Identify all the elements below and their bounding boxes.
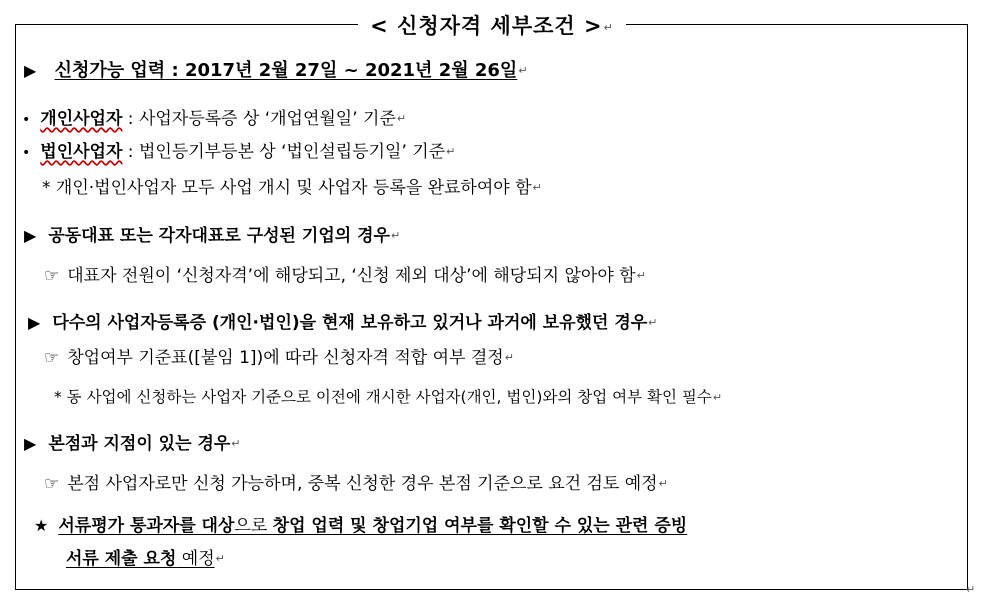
paragraph-mark: ↵ [658,477,668,490]
star-normal-1: 으로 [234,516,273,536]
joint-detail [44,264,646,288]
multiple-detail [44,346,514,370]
period-separator: : [171,60,179,81]
triangle-bullet-icon: ▶ [24,61,37,80]
period-underlined [55,60,518,81]
title-text: < 신청자격 세부조건 > [370,14,603,38]
multiple-detail-text: 창업여부 기준표([붙임 1])에 따라 신청자격 적합 여부 결정 [67,348,504,368]
triangle-bullet-icon: ▶ [28,313,41,332]
pointing-hand-icon: ☞ [44,474,60,494]
individual-separator: : [127,109,134,129]
multiple-heading-text: 다수의 사업자등록증 (개인·법인)을 현재 보유하고 있거나 과거에 보유했던 경우 [52,313,648,333]
note-registration-text: * 개인·법인사업자 모두 사업 개시 및 사업자 등록을 완료하여야 함 [42,178,532,198]
triangle-bullet-icon: ▶ [24,434,37,453]
pointing-hand-icon: ☞ [44,348,60,368]
star-note-line2 [66,547,225,571]
paragraph-mark: ↵ [504,351,514,364]
period-label: 신청가능 업력 [54,60,166,81]
paragraph-mark: ↵ [966,583,976,596]
corporate-label: 법인사업자 [40,142,123,162]
note-registration [42,176,542,200]
paragraph-mark: ↵ [215,552,225,565]
star-icon: ★ [34,516,49,535]
period-line [24,59,528,83]
individual-label: 개인사업자 [40,109,123,129]
individual-text: 사업자등록증 상 ‘개업연월일’ 기준 [138,109,396,129]
triangle-bullet-icon: ▶ [24,226,37,245]
star-underlined-1 [58,516,687,536]
branch-detail-text: 본점 사업자로만 신청 가능하며, 중복 신청한 경우 본점 기준으로 요건 검토 예정 [67,474,658,494]
star-bold-1: 서류평가 통과자를 대상 [58,516,235,536]
corporate-text: 법인등기부등본 상 ‘법인설립등기일’ 기준 [138,142,446,162]
paragraph-mark: ↵ [648,316,658,329]
star-note-line1 [34,514,687,538]
joint-heading-text: 공동대표 또는 각자대표로 구성된 기업의 경우 [48,226,390,246]
multiple-heading [28,311,657,335]
paragraph-mark: ↵ [390,229,401,242]
multiple-note-text: * 동 사업에 신청하는 사업자 기준으로 이전에 개시한 사업자(개인, 법인)와의 창업 여부 확인 필수 [54,388,712,406]
branch-heading-text: 본점과 지점이 있는 경우 [48,434,231,454]
paragraph-mark: ↵ [231,437,241,450]
period-value: 2017년 2월 27일 ~ 2021년 2월 26일 [184,60,518,81]
dot-bullet-icon: • [22,145,31,161]
paragraph-mark: ↵ [712,390,723,404]
paragraph-mark: ↵ [446,145,456,158]
paragraph-mark: ↵ [518,64,528,77]
star-bold-3: 서류 제출 요청 [66,549,177,569]
page-title [358,10,626,40]
branch-detail [44,472,668,496]
dot-bullet-icon: • [22,112,31,128]
individual-line [22,107,406,132]
star-normal-2: 예정 [176,549,215,569]
joint-detail-text: 대표자 전원이 ‘신청자격’에 해당되고, ‘신청 제외 대상’에 해당되지 않아야 함 [67,266,636,286]
paragraph-mark: ↵ [636,269,646,282]
paragraph-mark: ↵ [532,181,542,194]
star-bold-2: 창업 업력 및 창업기업 여부를 확인할 수 있는 관련 증빙 [272,516,688,536]
corporate-line [22,140,455,165]
branch-heading [24,432,241,456]
paragraph-mark: ↵ [396,112,407,125]
corporate-separator: : [127,142,134,162]
multiple-note [54,385,722,410]
joint-heading [24,224,400,248]
pointing-hand-icon: ☞ [44,266,60,286]
paragraph-mark: ↵ [603,20,614,34]
star-underlined-2 [66,549,215,569]
